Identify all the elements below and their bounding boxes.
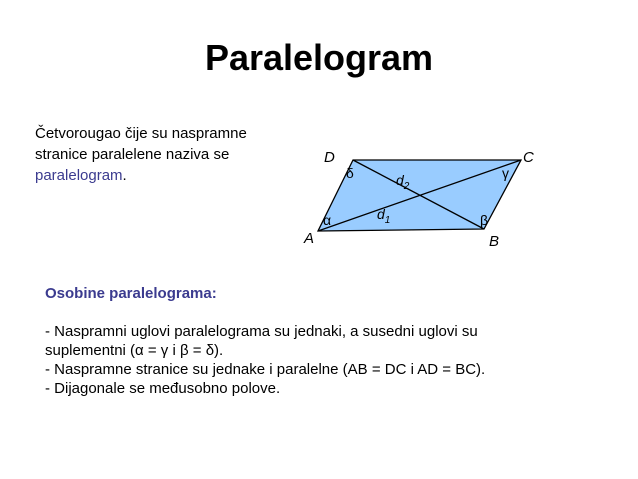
diagonal-label-d2-subscript: 2	[403, 181, 410, 192]
angle-label-alpha: α	[323, 212, 332, 228]
property-line: - Dijagonale se međusobno polove.	[45, 380, 281, 397]
vertex-label-c: C	[523, 149, 534, 166]
vertex-label-a: A	[304, 230, 315, 247]
intro-text	[35, 123, 285, 186]
intro-period: .	[122, 167, 127, 184]
diagonal-label-d1-subscript: 1	[384, 215, 391, 226]
property-line: - Naspramni uglovi paralelograma su jednaki, a susedni uglovi su	[45, 323, 478, 340]
angle-label-gamma: γ	[502, 165, 509, 181]
properties-section	[45, 284, 605, 398]
diagonal-label-d1-letter: d	[377, 206, 385, 222]
intro-definition: Četvorougao čije su naspramne stranice paralelene naziva se	[35, 125, 247, 163]
page-title: Paralelogram	[204, 37, 434, 78]
property-line: suplementni (α = γ i β = δ).	[45, 342, 224, 359]
angle-label-delta: δ	[346, 165, 354, 181]
parallelogram-diagram	[290, 140, 550, 255]
term-paralelogram: paralelogram	[35, 167, 123, 184]
vertex-label-d: D	[324, 149, 335, 166]
properties-heading: Osobine paralelograma:	[45, 285, 217, 302]
property-line: - Naspramne stranice su jednake i paralelne (AB = DC i AD = BC).	[45, 361, 486, 378]
angle-label-beta: β	[480, 212, 489, 228]
vertex-label-b: B	[489, 233, 500, 250]
diagonal-label-d2-letter: d	[396, 172, 404, 188]
